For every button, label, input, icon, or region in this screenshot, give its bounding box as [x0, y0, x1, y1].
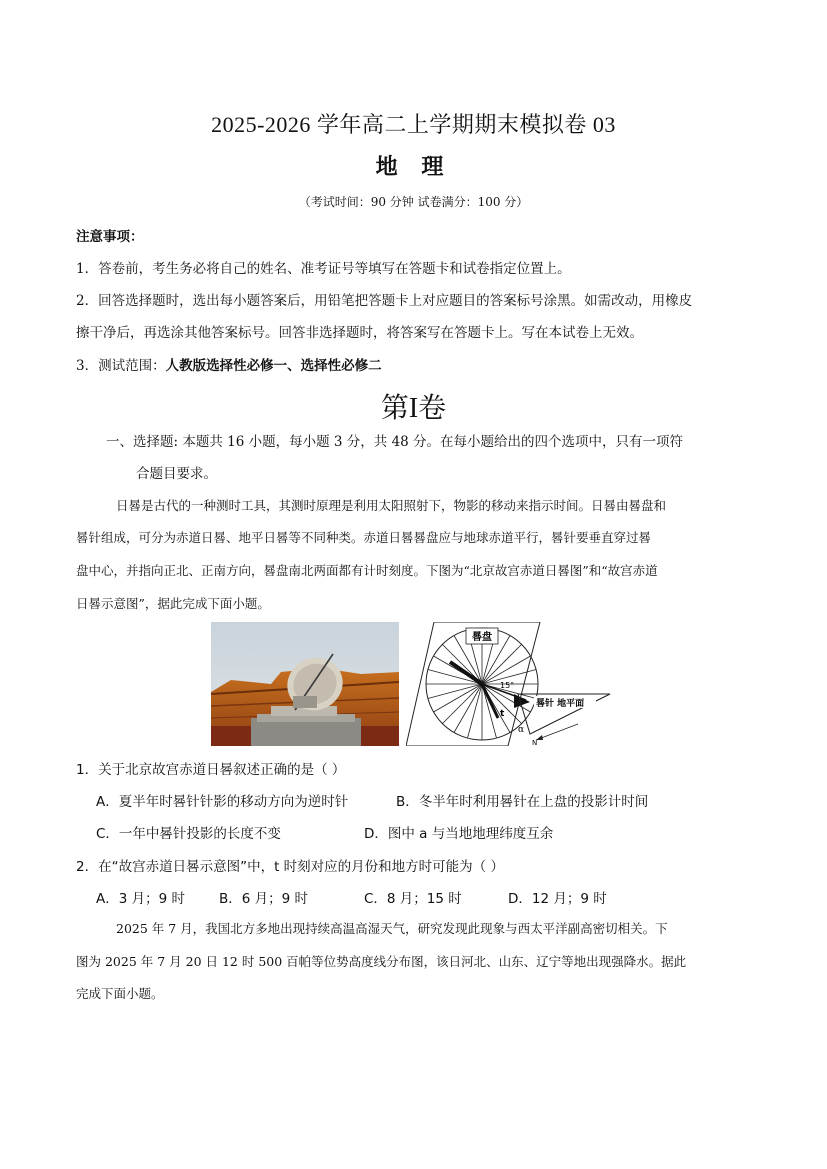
question-1-stem: 1．关于北京故宫赤道日晷叙述正确的是（ ） — [76, 762, 346, 778]
passage-1-line-4: 日晷示意图”，据此完成下面小题。 — [76, 596, 270, 611]
note-1: 1．答卷前，考生务必将自己的姓名、准考证号等填写在答题卡和试卷指定位置上。 — [76, 261, 571, 277]
question-1-option-a[interactable]: A．夏半年时晷针针影的移动方向为逆时针 — [96, 794, 349, 810]
passage-2-line-1: 2025 年 7 月，我国北方多地出现持续高温高湿天气，研究发现此现象与西太平洋副高密切相关。下 — [116, 921, 668, 936]
sundial-diagram — [406, 622, 612, 746]
passage-2-line-2: 图为 2025 年 7 月 20 日 12 时 500 百帕等位势高度线分布图，该日河北、山东、辽宁等地出现强降水。据此 — [76, 954, 687, 969]
sundial-photo — [211, 622, 399, 746]
passage-2-line-3: 完成下面小题。 — [76, 986, 164, 1001]
note-3 — [76, 356, 382, 376]
passage-1-line-1: 日晷是古代的一种测时工具，其测时原理是利用太阳照射下，物影的移动来指示时间。日晷由晷盘和 — [116, 498, 667, 513]
exam-title: 2025-2026 学年高二上学期期末模拟卷 03 — [211, 112, 616, 137]
diagram-label-15: 15° — [500, 681, 515, 690]
question-1-option-b[interactable]: B．冬半年时利用晷针在上盘的投影计时间 — [396, 794, 649, 810]
diagram-label-dial: 晷盘 — [472, 632, 492, 643]
diagram-label-gnomon: 晷针 地平面 — [536, 699, 585, 709]
passage-1-line-2: 晷针组成，可分为赤道日晷、地平日晷等不同种类。赤道日晷晷盘应与地球赤道平行，晷针要垂直穿过晷 — [76, 530, 652, 545]
note-2-line-1: 2．回答选择题时，选出每小题答案后，用铅笔把答题卡上对应题目的答案标号涂黑。如需改动，用橡皮 — [76, 293, 693, 309]
question-2-option-a[interactable]: A．3 月；9 时 — [96, 891, 185, 907]
section-instructions-line-1: 一、选择题: 本题共 16 小题，每小题 3 分，共 48 分。在每小题给出的四个选项中，只有一项符 — [106, 434, 684, 450]
notes-heading: 注意事项： — [76, 229, 144, 245]
question-1-option-d[interactable]: D．图中 a 与当地地理纬度互余 — [364, 826, 554, 842]
passage-1-line-3: 盘中心，并指向正北、正南方向，晷盘南北两面都有计时刻度。下图为“北京故宫赤道日晷图”和“故宫赤道 — [76, 563, 658, 578]
question-2-option-d[interactable]: D．12 月；9 时 — [508, 891, 607, 907]
diagram-label-t: t — [500, 709, 505, 719]
question-1-option-c[interactable]: C．一年中晷针投影的长度不变 — [96, 826, 281, 842]
question-2-option-c[interactable]: C．8 月；15 时 — [364, 891, 462, 907]
note-3-prefix: 3．测试范围： — [76, 358, 166, 374]
diagram-label-alpha: α — [518, 725, 525, 735]
question-2-stem: 2．在“故宫赤道日晷示意图”中，t 时刻对应的月份和地方时可能为（ ） — [76, 859, 504, 875]
exam-subject: 地 理 — [375, 154, 452, 180]
section-instructions-line-2: 合题目要求。 — [136, 466, 217, 482]
note-3-scope: 人教版选择性必修一、选择性必修二 — [165, 358, 382, 374]
question-2-option-b[interactable]: B．6 月；9 时 — [219, 891, 309, 907]
diagram-label-n: N — [532, 739, 538, 746]
section-title: 第I卷 — [380, 393, 447, 424]
exam-time-info: （考试时间：90 分钟 试卷满分：100 分） — [298, 195, 529, 209]
note-2-line-2: 擦干净后，再选涂其他答案标号。回答非选择题时，将答案写在答题卡上。写在本试卷上无效。 — [76, 325, 643, 341]
